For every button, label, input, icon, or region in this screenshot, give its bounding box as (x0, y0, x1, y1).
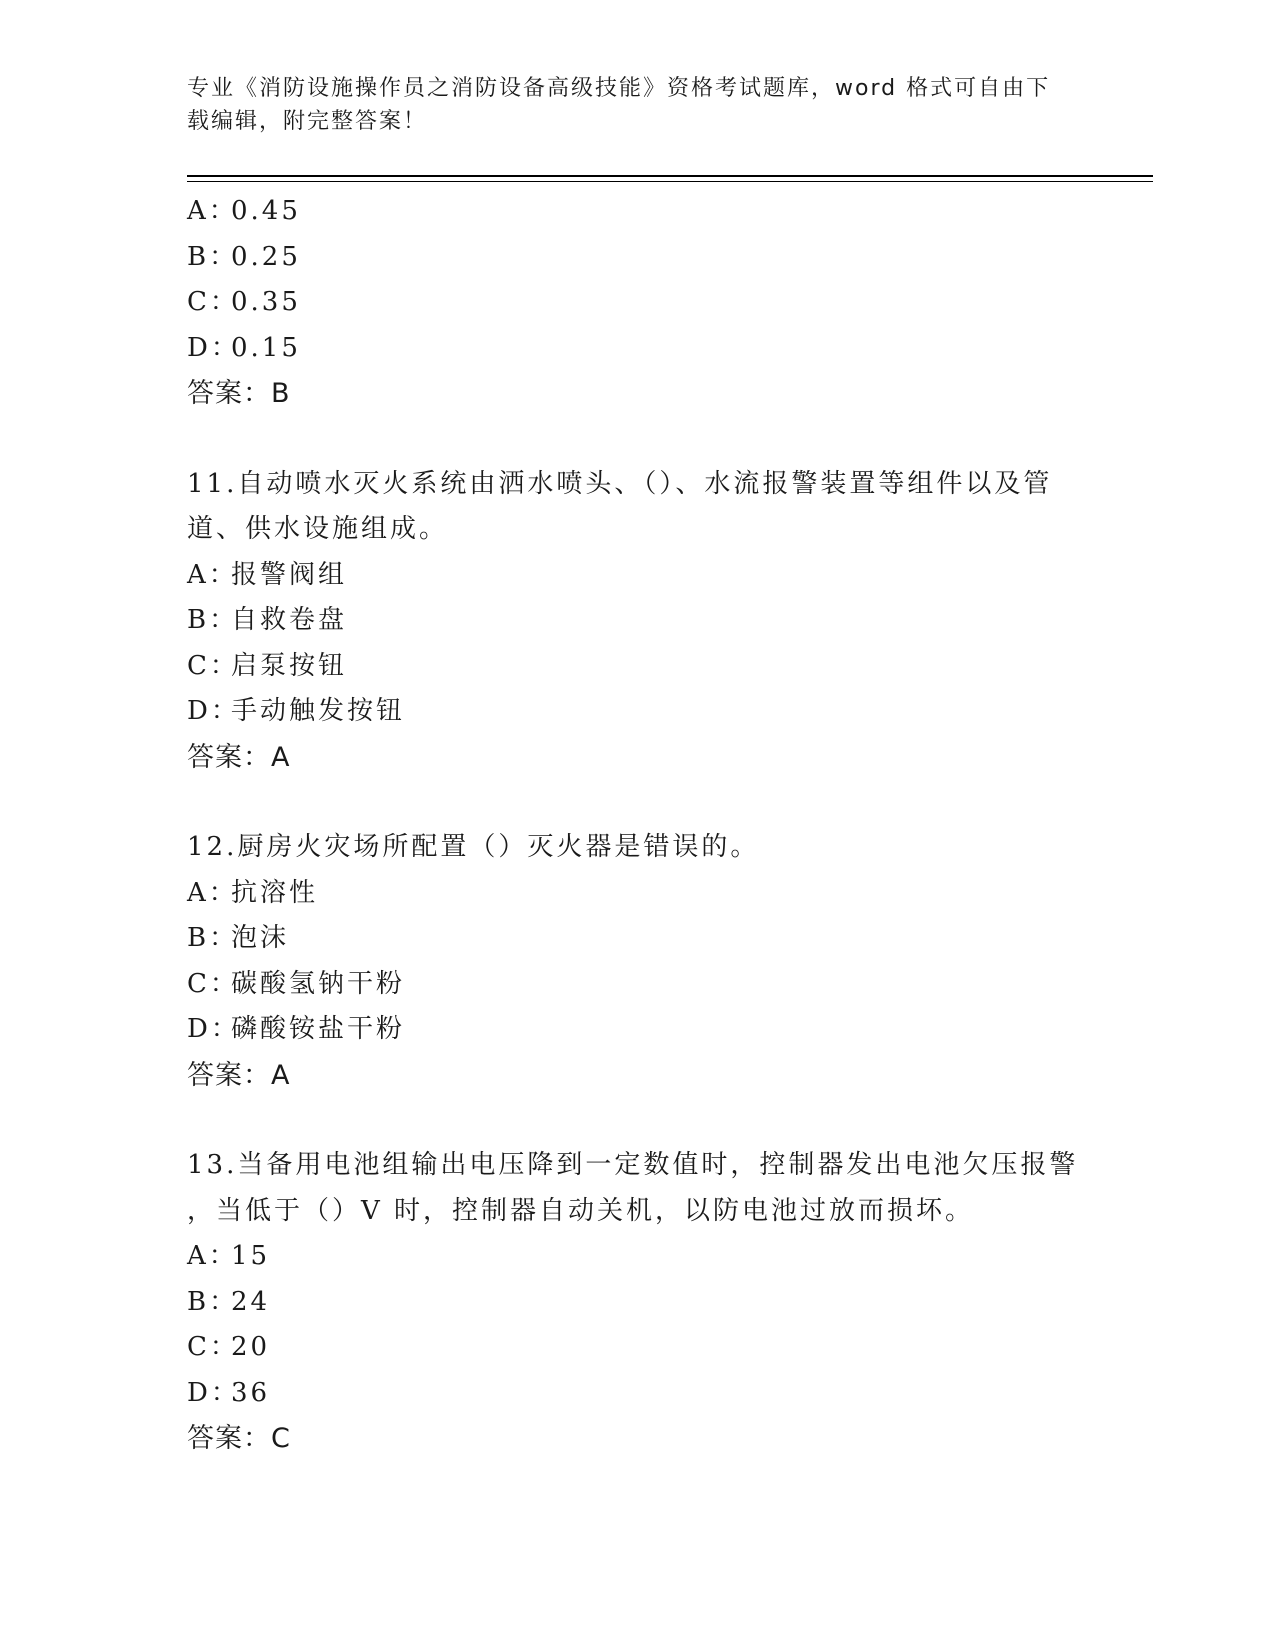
option-key: A： (187, 196, 238, 226)
answer-line: 答案：A (187, 741, 291, 773)
option-c (187, 644, 1087, 690)
option-a (187, 189, 1087, 235)
option-text: 碳酸氢钠干粉 (231, 968, 406, 999)
option-text: 抗溶性 (231, 877, 319, 908)
header-rule-thick (187, 175, 1153, 177)
answer-line: 答案：B (187, 378, 291, 409)
question-stem-line: ，当低于（）V 时，控制器自动关机，以防电池过放而损坏。 (187, 1195, 975, 1226)
option-key: A： (187, 1241, 238, 1271)
option-d (187, 326, 1087, 372)
question-stem-line: 11.自动喷水灭火系统由洒水喷头、（）、水流报警装置等组件以及管 (187, 468, 1053, 499)
option-key: D： (187, 1014, 240, 1044)
option-key: D： (187, 1377, 240, 1408)
option-text: 0.35 (231, 287, 301, 317)
option-text: 0.25 (231, 241, 301, 272)
option-a (187, 871, 1087, 917)
option-key: C： (187, 968, 239, 999)
option-key: B： (187, 923, 239, 953)
question-12 (187, 825, 1087, 1098)
option-key: C： (187, 287, 239, 317)
option-key: B： (187, 605, 239, 635)
option-c (187, 962, 1087, 1008)
question-stem-line: 13.当备用电池组输出电压降到一定数值时，控制器发出电池欠压报警 (187, 1150, 1079, 1180)
option-text: 自救卷盘 (231, 605, 348, 635)
option-key: C： (187, 1332, 239, 1362)
option-b (187, 916, 1087, 962)
question-10 (187, 189, 1087, 417)
document-header (187, 72, 1067, 138)
header-line-2: 载编辑，附完整答案！ (187, 109, 428, 134)
option-b (187, 598, 1087, 644)
option-text: 15 (231, 1241, 271, 1271)
question-stem-line: 12.厨房火灾场所配置（）灭火器是错误的。 (187, 832, 760, 862)
option-a (187, 553, 1087, 599)
option-text: 36 (231, 1377, 271, 1408)
option-text: 手动触发按钮 (231, 696, 406, 726)
option-d (187, 1007, 1087, 1053)
option-a (187, 1234, 1087, 1280)
option-key: D： (187, 696, 240, 726)
option-key: B： (187, 241, 239, 272)
question-stem-line: 道、供水设施组成。 (187, 514, 449, 544)
option-c (187, 280, 1087, 326)
option-text: 启泵按钮 (231, 650, 348, 681)
option-key: D： (187, 332, 240, 363)
option-d (187, 1371, 1087, 1417)
option-text: 24 (231, 1286, 271, 1317)
answer-line: 答案：A (187, 1059, 291, 1091)
option-key: B： (187, 1286, 239, 1317)
answer-line: 答案：C (187, 1423, 291, 1454)
option-b (187, 1280, 1087, 1326)
option-key: A： (187, 559, 238, 590)
option-text: 0.15 (231, 332, 301, 363)
header-line-1: 专业《消防设施操作员之消防设备高级技能》资格考试题库，word 格式可自由下 (187, 76, 1051, 101)
option-text: 泡沫 (231, 923, 290, 953)
header-rule-thin (187, 181, 1153, 182)
option-b (187, 235, 1087, 281)
option-text: 0.45 (231, 196, 301, 226)
option-text: 20 (231, 1332, 271, 1362)
question-list (187, 189, 1087, 1462)
option-text: 磷酸铵盐干粉 (231, 1014, 406, 1044)
option-text: 报警阀组 (231, 559, 348, 590)
option-key: A： (187, 877, 238, 908)
option-d (187, 689, 1087, 735)
option-c (187, 1325, 1087, 1371)
option-key: C： (187, 650, 239, 681)
question-11 (187, 462, 1087, 781)
question-13 (187, 1143, 1087, 1462)
